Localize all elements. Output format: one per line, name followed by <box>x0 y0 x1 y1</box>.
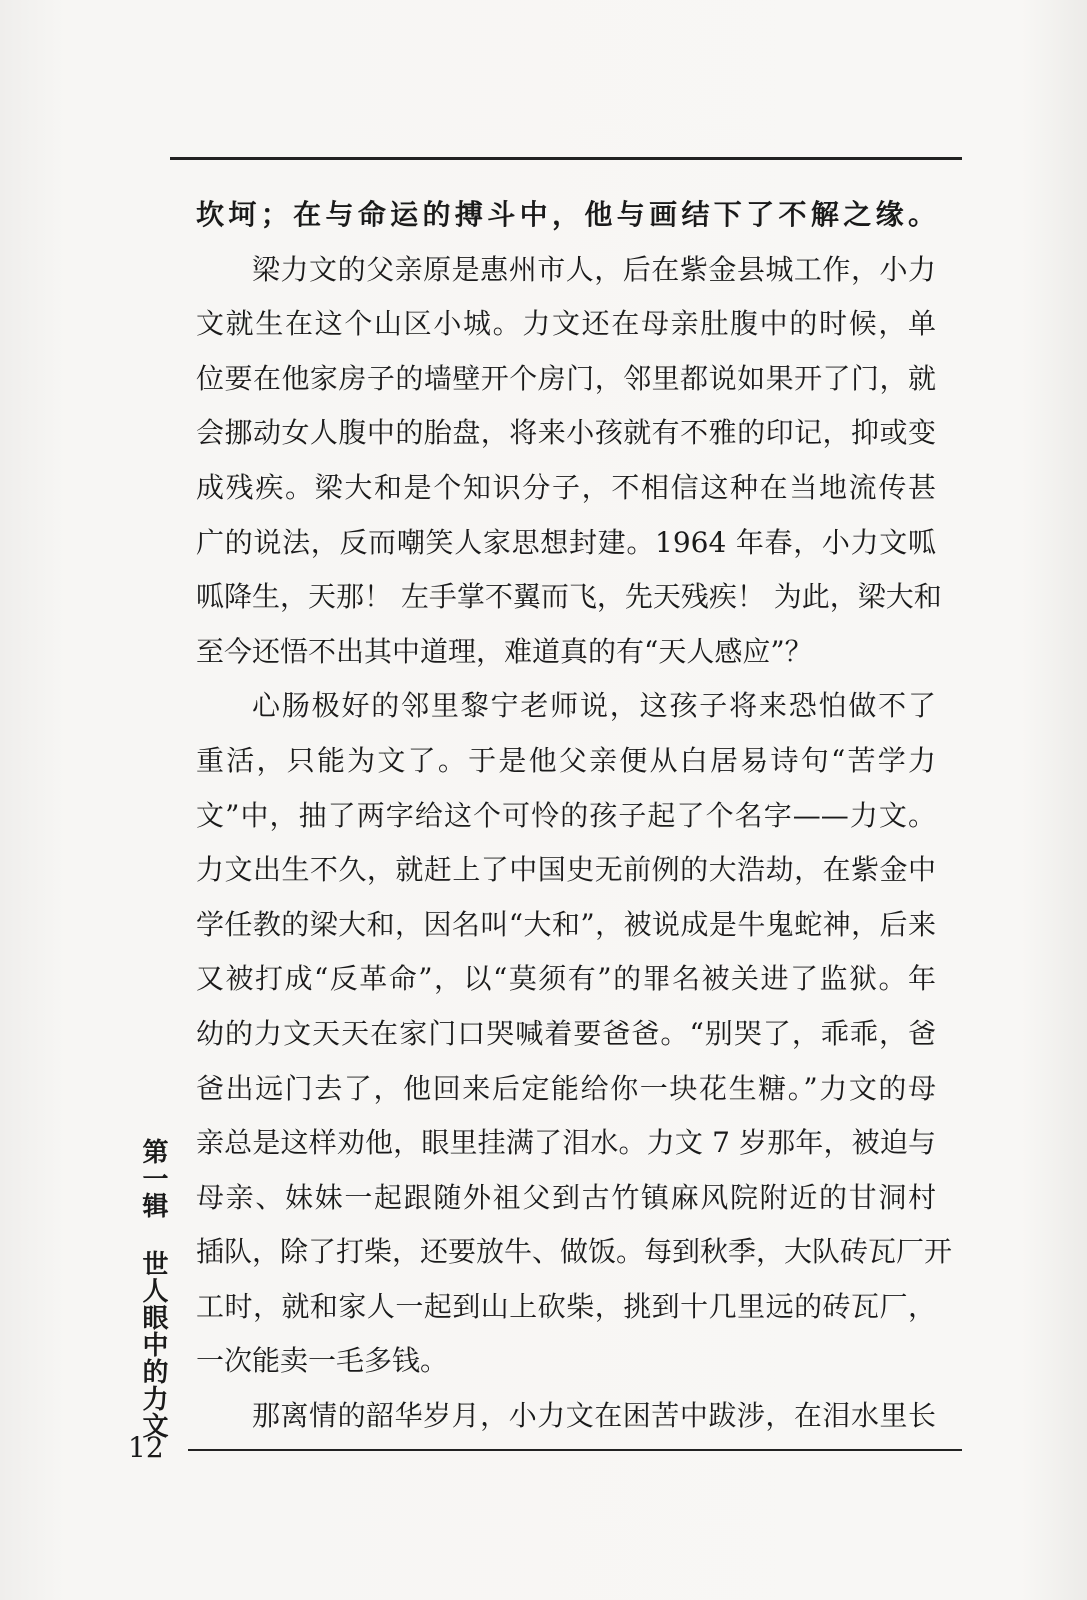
text-line: 会挪动女人腹中的胎盘，将来小孩就有不雅的印记，抑或变 <box>196 416 936 450</box>
paragraph-start-line: 梁力文的父亲原是惠州市人，后在紫金县城工作，小力 <box>252 252 936 286</box>
paragraph-start-line: 心肠极好的邻里黎宁老师说，这孩子将来恐怕做不了 <box>252 689 936 723</box>
text-line: 呱降生，天那！ 左手掌不翼而飞，先天残疾！ 为此，梁大和 <box>196 580 942 614</box>
text-line: 又被打成“反革命”，以“莫须有”的罪名被关进了监狱。年 <box>196 962 936 996</box>
text-line: 幼的力文天天在家门口哭喊着要爸爸。“别哭了，乖乖，爸 <box>196 1016 936 1050</box>
text-line: 坎坷；在与命运的搏斗中，他与画结下了不解之缘。 <box>196 198 936 231</box>
text-line: 重活，只能为文了。于是他父亲便从白居易诗句“苦学力 <box>196 743 936 777</box>
text-line: 文就生在这个山区小城。力文还在母亲肚腹中的时候，单 <box>196 307 936 341</box>
paragraph-start-line: 那离情的韶华岁月，小力文在困苦中跋涉，在泪水里长 <box>252 1399 936 1433</box>
text-line: 插队，除了打柴，还要放牛、做饭。每到秋季，大队砖瓦厂开 <box>196 1235 953 1269</box>
header-rule <box>170 157 962 160</box>
body-text <box>196 188 953 1444</box>
text-line: 位要在他家房子的墙壁开个房门，邻里都说如果开了门，就 <box>196 361 936 395</box>
text-line: 力文出生不久，就赶上了中国史无前例的大浩劫，在紫金中 <box>196 853 936 887</box>
paragraph-end-line: 至今还悟不出其中道理，难道真的有“天人感应”？ <box>196 634 813 668</box>
section-label: 第一辑 世人眼中的力文 <box>138 1138 168 1439</box>
paragraph-end-line: 一次能卖一毛多钱。 <box>196 1344 449 1378</box>
text-line: 文”中，抽了两字给这个可怜的孩子起了个名字——力文。 <box>196 798 936 832</box>
page-number: 12 <box>128 1431 164 1464</box>
text-line: 亲总是这样劝他，眼里挂满了泪水。力文 7 岁那年，被迫与 <box>196 1126 936 1160</box>
text-line: 成残疾。梁大和是个知识分子，不相信这种在当地流传甚 <box>196 470 936 504</box>
text-line: 工时，就和家人一起到山上砍柴，挑到十几里远的砖瓦厂， <box>196 1289 936 1323</box>
text-line: 爸出远门去了，他回来后定能给你一块花生糖。”力文的母 <box>196 1071 936 1105</box>
text-line: 广的说法，反而嘲笑人家思想封建。1964 年春，小力文呱 <box>196 525 936 559</box>
footer-rule <box>188 1449 962 1451</box>
text-line: 学任教的梁大和，因名叫“大和”，被说成是牛鬼蛇神，后来 <box>196 907 936 941</box>
text-line: 母亲、妹妹一起跟随外祖父到古竹镇麻风院附近的甘洞村 <box>196 1180 936 1214</box>
